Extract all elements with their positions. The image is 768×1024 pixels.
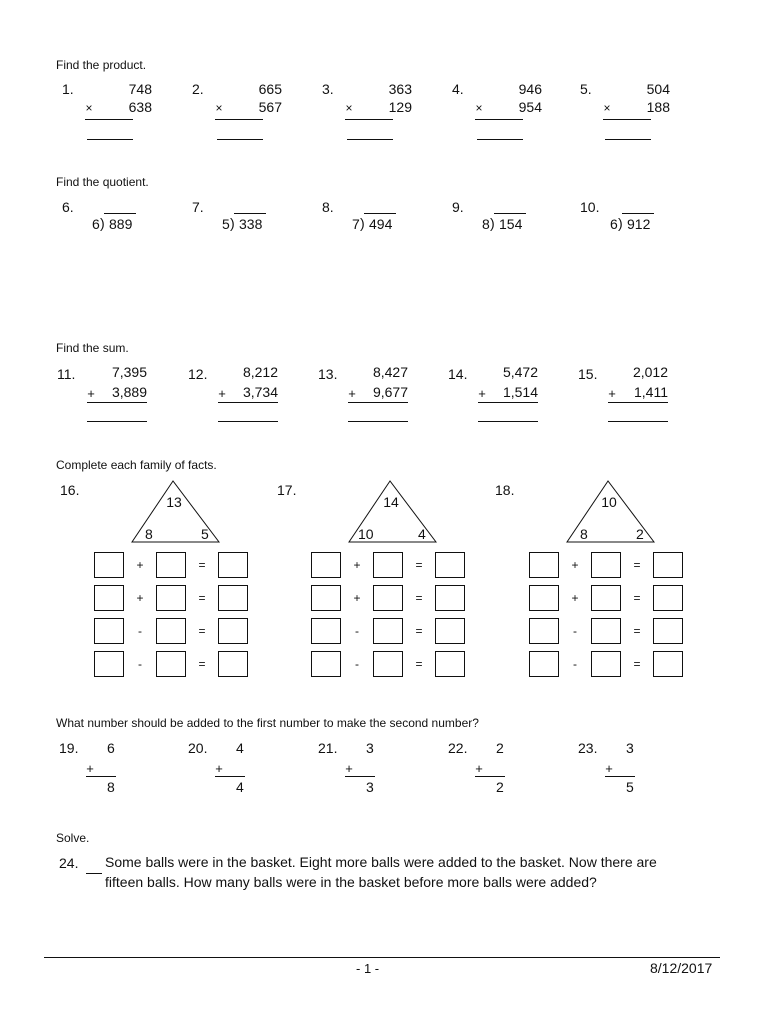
answer-box[interactable]: [591, 585, 621, 611]
answer-line: [348, 421, 408, 422]
equals-sign: =: [633, 558, 641, 572]
answer-line: [218, 421, 278, 422]
triangle-right-number: 5: [201, 526, 209, 542]
problem-number: 14.: [448, 366, 468, 382]
answer-line: [87, 421, 147, 422]
times-sign: ×: [603, 101, 611, 115]
problem-number: 5.: [580, 81, 592, 97]
blank-line: [605, 776, 635, 777]
sum-rule: [87, 402, 147, 403]
equals-sign: =: [198, 657, 206, 671]
times-sign: ×: [345, 101, 353, 115]
sum-rule: [608, 402, 668, 403]
equals-sign: =: [415, 624, 423, 638]
problem-number: 21.: [318, 740, 338, 756]
addend-top: 5,472: [502, 364, 538, 380]
divisor: 6: [92, 216, 100, 232]
product-rule: [215, 119, 263, 120]
answer-box[interactable]: [311, 552, 341, 578]
plus-sign: +: [605, 761, 613, 776]
instruction-solve: Solve.: [56, 831, 90, 845]
multiplicand: 665: [258, 81, 282, 97]
instruction-missing: What number should be added to the first number to make the second number?: [56, 716, 479, 730]
vinculum: [364, 213, 396, 214]
first-number: 3: [366, 740, 374, 756]
word-problem-text: Some balls were in the basket. Eight more balls were added to the basket. Now there are: [105, 854, 657, 870]
triangle-top-number: 14: [383, 494, 399, 510]
equals-sign: =: [198, 624, 206, 638]
answer-box[interactable]: [311, 585, 341, 611]
answer-box[interactable]: [653, 585, 683, 611]
addend-top: 2,012: [632, 364, 668, 380]
fact-triangle: [566, 480, 656, 546]
triangle-top-number: 10: [601, 494, 617, 510]
blank-line: [86, 776, 116, 777]
problem-number: 22.: [448, 740, 468, 756]
division-bracket: ): [490, 215, 495, 231]
multiplier: 567: [258, 99, 282, 115]
vinculum: [104, 213, 136, 214]
page-number: - 1 -: [356, 961, 380, 976]
answer-line: [608, 421, 668, 422]
dividend: 889: [109, 216, 133, 232]
division-bracket: ): [360, 215, 365, 231]
minus-sign: -: [138, 657, 142, 671]
answer-box[interactable]: [218, 651, 248, 677]
answer-box[interactable]: [311, 618, 341, 644]
sum-rule: [218, 402, 278, 403]
addend-bottom: 1,411: [634, 384, 668, 400]
answer-box[interactable]: [435, 552, 465, 578]
triangle-top-number: 13: [166, 494, 182, 510]
first-number: 2: [496, 740, 504, 756]
answer-box[interactable]: [218, 552, 248, 578]
answer-box[interactable]: [156, 585, 186, 611]
answer-box[interactable]: [156, 618, 186, 644]
answer-box[interactable]: [94, 618, 124, 644]
result-number: 3: [366, 779, 374, 795]
answer-box[interactable]: [373, 552, 403, 578]
instruction-quotient: Find the quotient.: [56, 175, 149, 189]
minus-sign: -: [573, 657, 577, 671]
multiplier: 954: [518, 99, 542, 115]
plus-sign: +: [353, 558, 361, 572]
answer-box[interactable]: [529, 651, 559, 677]
divisor: 6: [610, 216, 618, 232]
answer-box[interactable]: [653, 651, 683, 677]
answer-box[interactable]: [653, 618, 683, 644]
times-sign: ×: [85, 101, 93, 115]
plus-sign: +: [353, 591, 361, 605]
plus-sign: +: [475, 761, 483, 776]
answer-box[interactable]: [156, 651, 186, 677]
addend-bottom: 9,677: [372, 384, 408, 400]
dividend: 154: [499, 216, 523, 232]
blank-line: [345, 776, 375, 777]
multiplicand: 946: [518, 81, 542, 97]
minus-sign: -: [138, 624, 142, 638]
dividend: 494: [369, 216, 393, 232]
problem-number: 18.: [495, 482, 515, 498]
answer-box[interactable]: [529, 618, 559, 644]
product-rule: [475, 119, 523, 120]
divisor: 8: [482, 216, 490, 232]
problem-number: 20.: [188, 740, 208, 756]
plus-sign: +: [345, 761, 353, 776]
problem-number: 12.: [188, 366, 208, 382]
product-rule: [345, 119, 393, 120]
minus-sign: -: [355, 657, 359, 671]
dividend: 338: [239, 216, 263, 232]
times-sign: ×: [215, 101, 223, 115]
answer-box[interactable]: [373, 618, 403, 644]
addend-bottom: 1,514: [502, 384, 538, 400]
division-bracket: ): [618, 215, 623, 231]
answer-box[interactable]: [653, 552, 683, 578]
product-rule: [603, 119, 651, 120]
problem-number: 16.: [60, 482, 80, 498]
addend-top: 7,395: [111, 364, 147, 380]
problem-number: 8.: [322, 199, 334, 215]
problem-number: 24.: [59, 855, 79, 871]
plus-sign: +: [608, 386, 616, 401]
answer-line: [477, 139, 523, 140]
answer-box[interactable]: [373, 651, 403, 677]
times-sign: ×: [475, 101, 483, 115]
problem-number: 17.: [277, 482, 297, 498]
plus-sign: +: [571, 558, 579, 572]
fact-triangle: [131, 480, 221, 546]
equals-sign: =: [415, 591, 423, 605]
equals-sign: =: [633, 624, 641, 638]
equals-sign: =: [198, 591, 206, 605]
addend-top: 8,212: [242, 364, 278, 380]
answer-line: [347, 139, 393, 140]
plus-sign: +: [571, 591, 579, 605]
problem-number: 9.: [452, 199, 464, 215]
triangle-left-number: 8: [145, 526, 153, 542]
equals-sign: =: [633, 591, 641, 605]
answer-box[interactable]: [591, 651, 621, 677]
minus-sign: -: [573, 624, 577, 638]
answer-box[interactable]: [156, 552, 186, 578]
problem-number: 7.: [192, 199, 204, 215]
problem-number: 23.: [578, 740, 598, 756]
equals-sign: =: [633, 657, 641, 671]
blank-line: [475, 776, 505, 777]
vinculum: [234, 213, 266, 214]
answer-box[interactable]: [373, 585, 403, 611]
division-bracket: ): [100, 215, 105, 231]
problem-number: 1.: [62, 81, 74, 97]
minus-sign: -: [355, 624, 359, 638]
answer-box[interactable]: [218, 585, 248, 611]
answer-box[interactable]: [218, 618, 248, 644]
divisor: 7: [352, 216, 360, 232]
equals-sign: =: [415, 558, 423, 572]
problem-number: 3.: [322, 81, 334, 97]
answer-box[interactable]: [591, 552, 621, 578]
answer-box[interactable]: [94, 552, 124, 578]
equals-sign: =: [198, 558, 206, 572]
problem-number: 4.: [452, 81, 464, 97]
problem-number: 15.: [578, 366, 598, 382]
triangle-right-number: 2: [636, 526, 644, 542]
problem-number: 11.: [57, 366, 76, 382]
plus-sign: +: [218, 386, 226, 401]
answer-line: [217, 139, 263, 140]
word-problem-text: fifteen balls. How many balls were in the basket before more balls were added?: [105, 874, 597, 890]
first-number: 4: [236, 740, 244, 756]
result-number: 2: [496, 779, 504, 795]
plus-sign: +: [87, 386, 95, 401]
addend-bottom: 3,734: [242, 384, 278, 400]
vinculum: [494, 213, 526, 214]
plus-sign: +: [215, 761, 223, 776]
instruction-families: Complete each family of facts.: [56, 458, 217, 472]
instruction-product: Find the product.: [56, 58, 147, 72]
plus-sign: +: [86, 761, 94, 776]
answer-blank[interactable]: [86, 873, 102, 874]
answer-box[interactable]: [94, 585, 124, 611]
multiplicand: 363: [388, 81, 412, 97]
first-number: 6: [107, 740, 115, 756]
triangle-left-number: 8: [580, 526, 588, 542]
sum-rule: [478, 402, 538, 403]
problem-number: 10.: [580, 199, 600, 215]
answer-box[interactable]: [529, 585, 559, 611]
plus-sign: +: [348, 386, 356, 401]
multiplier: 638: [128, 99, 152, 115]
first-number: 3: [626, 740, 634, 756]
answer-line: [87, 139, 133, 140]
vinculum: [622, 213, 654, 214]
plus-sign: +: [478, 386, 486, 401]
answer-line: [605, 139, 651, 140]
multiplicand: 748: [128, 81, 152, 97]
answer-box[interactable]: [591, 618, 621, 644]
answer-box[interactable]: [311, 651, 341, 677]
footer-date: 8/12/2017: [650, 960, 713, 976]
addend-top: 8,427: [372, 364, 408, 380]
problem-number: 2.: [192, 81, 204, 97]
answer-box[interactable]: [435, 618, 465, 644]
footer-divider: [44, 957, 720, 958]
instruction-sum: Find the sum.: [56, 341, 129, 355]
plus-sign: +: [136, 591, 144, 605]
division-bracket: ): [230, 215, 235, 231]
multiplier: 129: [388, 99, 412, 115]
blank-line: [215, 776, 245, 777]
fact-triangle: [348, 480, 438, 546]
product-rule: [85, 119, 133, 120]
answer-box[interactable]: [435, 585, 465, 611]
result-number: 8: [107, 779, 115, 795]
sum-rule: [348, 402, 408, 403]
multiplier: 188: [646, 99, 670, 115]
addend-bottom: 3,889: [111, 384, 147, 400]
dividend: 912: [627, 216, 651, 232]
divisor: 5: [222, 216, 230, 232]
result-number: 5: [626, 779, 634, 795]
triangle-right-number: 4: [418, 526, 426, 542]
problem-number: 13.: [318, 366, 338, 382]
answer-box[interactable]: [435, 651, 465, 677]
plus-sign: +: [136, 558, 144, 572]
answer-box[interactable]: [529, 552, 559, 578]
equals-sign: =: [415, 657, 423, 671]
problem-number: 6.: [62, 199, 74, 215]
result-number: 4: [236, 779, 244, 795]
problem-number: 19.: [59, 740, 79, 756]
answer-box[interactable]: [94, 651, 124, 677]
answer-line: [478, 421, 538, 422]
multiplicand: 504: [646, 81, 670, 97]
triangle-left-number: 10: [358, 526, 374, 542]
